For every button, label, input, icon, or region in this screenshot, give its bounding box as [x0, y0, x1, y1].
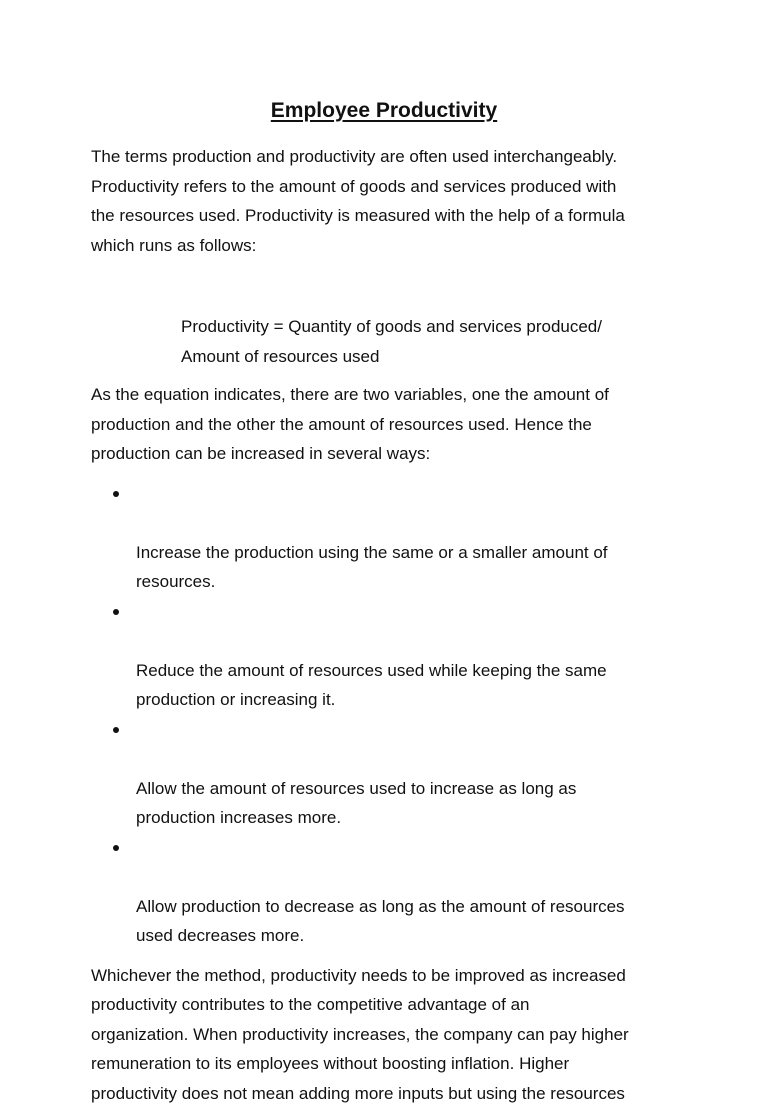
document-body	[91, 142, 691, 1108]
list-item	[91, 833, 691, 951]
bullet-icon	[113, 491, 119, 497]
variables-paragraph: As the equation indicates, there are two variables, one the amount of production and the other the amount of resources used. Hence the production can be increased in several ways:	[91, 380, 691, 469]
bullet-icon	[113, 609, 119, 615]
bullet-icon	[113, 727, 119, 733]
conclusion-paragraph: Whichever the method, productivity needs to be improved as increased productivity contributes to the competitive advantage of an organization. When productivity increases, the company can pay higher remuneration to its employees without boosting inflation. Higher productivity does not mean adding more inputs but using the resources	[91, 961, 691, 1108]
ways-list	[91, 479, 691, 951]
productivity-formula: Productivity = Quantity of goods and services produced/ Amount of resources used	[181, 312, 691, 371]
list-item-text: Reduce the amount of resources used while keeping the same production or increasing it.	[136, 661, 607, 710]
list-item-text: Allow production to decrease as long as the amount of resources used decreases more.	[136, 897, 625, 946]
list-item	[91, 715, 691, 833]
intro-paragraph: The terms production and productivity are often used interchangeably. Productivity refers to the amount of goods and services produced with the resources used. Productivity is measured with the help of a formula which runs as follows:	[91, 142, 691, 260]
document-title: Employee Productivity	[0, 96, 768, 126]
list-item-text: Allow the amount of resources used to increase as long as production increases more.	[136, 779, 576, 828]
bullet-icon	[113, 845, 119, 851]
list-item	[91, 479, 691, 597]
list-item-text: Increase the production using the same or a smaller amount of resources.	[136, 543, 608, 592]
list-item	[91, 597, 691, 715]
